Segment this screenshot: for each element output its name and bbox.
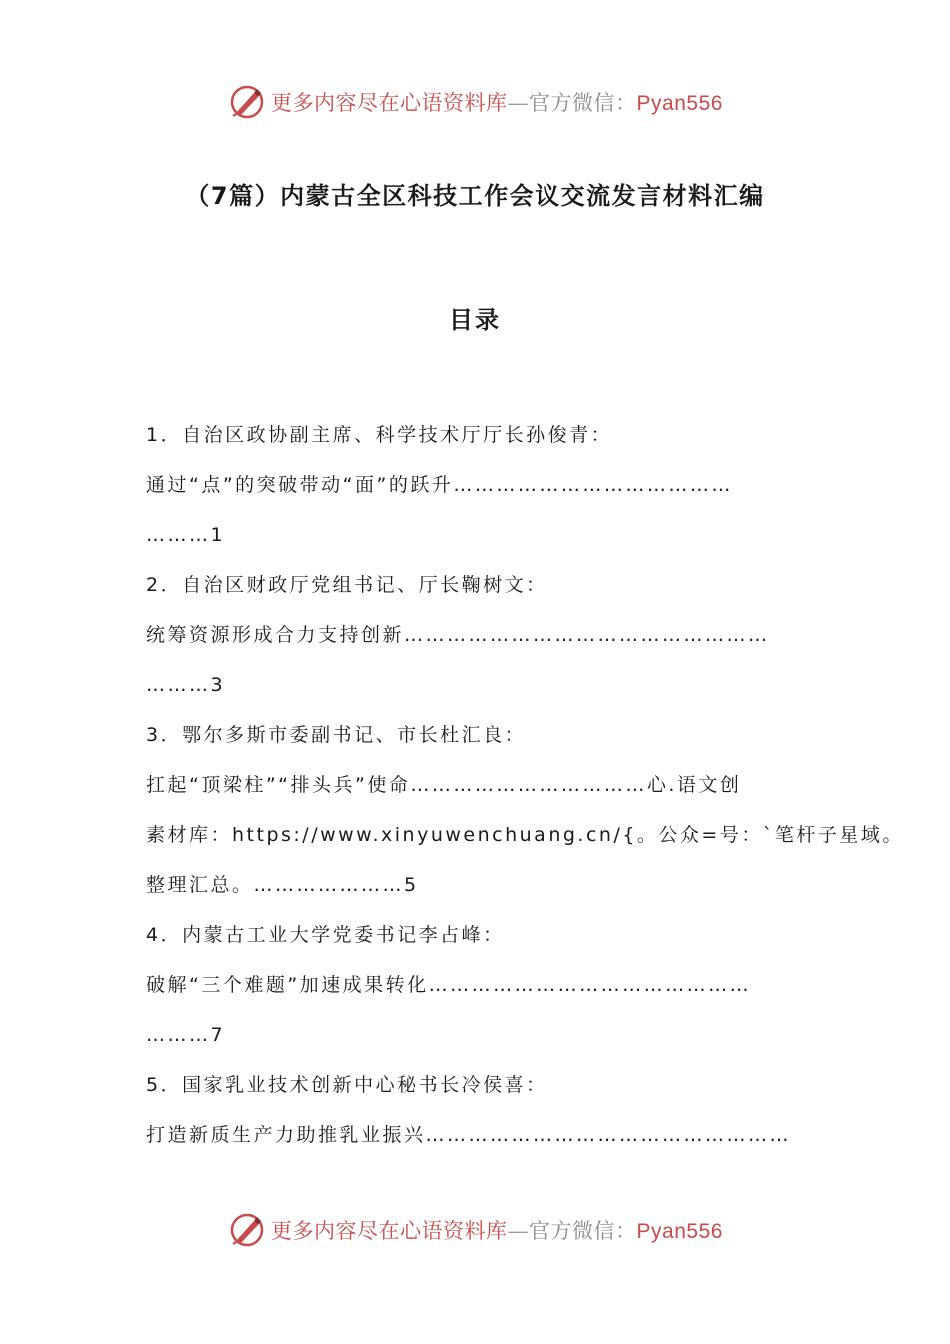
- toc-entry-1-page: ………1: [146, 524, 226, 546]
- watermark-wechat-id: Pyan556: [636, 92, 723, 115]
- toc-entry-4-page: ………7: [146, 1024, 226, 1046]
- watermark-site-name: 更多内容尽在心语资料库: [271, 1219, 508, 1243]
- watermark-official-label: 官方微信：: [529, 91, 637, 115]
- toc-entry-4-title: 破解“三个难题”加速成果转化………………………………………: [146, 974, 752, 996]
- watermark-text: [271, 1215, 723, 1245]
- watermark-official-label: 官方微信：: [529, 1219, 637, 1243]
- toc-entry-3-title: 扛起“顶梁柱”“排头兵”使命……………………………心.语文创: [146, 774, 742, 796]
- toc-entry-1-title: 通过“点”的突破带动“面”的跃升…………………………………: [146, 474, 733, 496]
- toc-entry-3-page: 整理汇总。…………………5: [146, 874, 419, 896]
- toc-entry-3-source-note: 素材库：https://www.xinyuwenchuang.cn/{。公众=号：`笔杆子星域。: [146, 824, 904, 846]
- pen-logo-icon: [227, 1210, 267, 1250]
- toc-entry-2-title: 统筹资源形成合力支持创新……………………………………………: [146, 624, 770, 646]
- document-title: （7篇）内蒙古全区科技工作会议交流发言材料汇编: [185, 182, 765, 210]
- watermark-text: [271, 87, 723, 117]
- toc-entry-3-author: 3．鄂尔多斯市委副书记、市长杜汇良：: [146, 724, 527, 746]
- header-watermark: [0, 80, 950, 124]
- table-of-contents: [146, 410, 904, 1160]
- watermark-wechat-id: Pyan556: [636, 1220, 723, 1243]
- watermark-dash: —: [507, 1219, 530, 1243]
- toc-entry-5-author: 5．国家乳业技术创新中心秘书长冷侯喜：: [146, 1074, 548, 1096]
- watermark-site-name: 更多内容尽在心语资料库: [271, 91, 508, 115]
- toc-entry-1-author: 1．自治区政协副主席、科学技术厅厅长孙俊青：: [146, 424, 613, 446]
- watermark-dash: —: [507, 91, 530, 115]
- toc-entry-2-author: 2．自治区财政厅党组书记、厅长鞠树文：: [146, 574, 548, 596]
- pen-logo-icon: [227, 82, 267, 122]
- toc-heading: 目录: [449, 306, 501, 334]
- toc-entry-4-author: 4．内蒙古工业大学党委书记李占峰：: [146, 924, 505, 946]
- toc-entry-2-page: ………3: [146, 674, 226, 696]
- toc-entry-5-title: 打造新质生产力助推乳业振兴……………………………………………: [146, 1124, 792, 1146]
- footer-watermark: [0, 1208, 950, 1252]
